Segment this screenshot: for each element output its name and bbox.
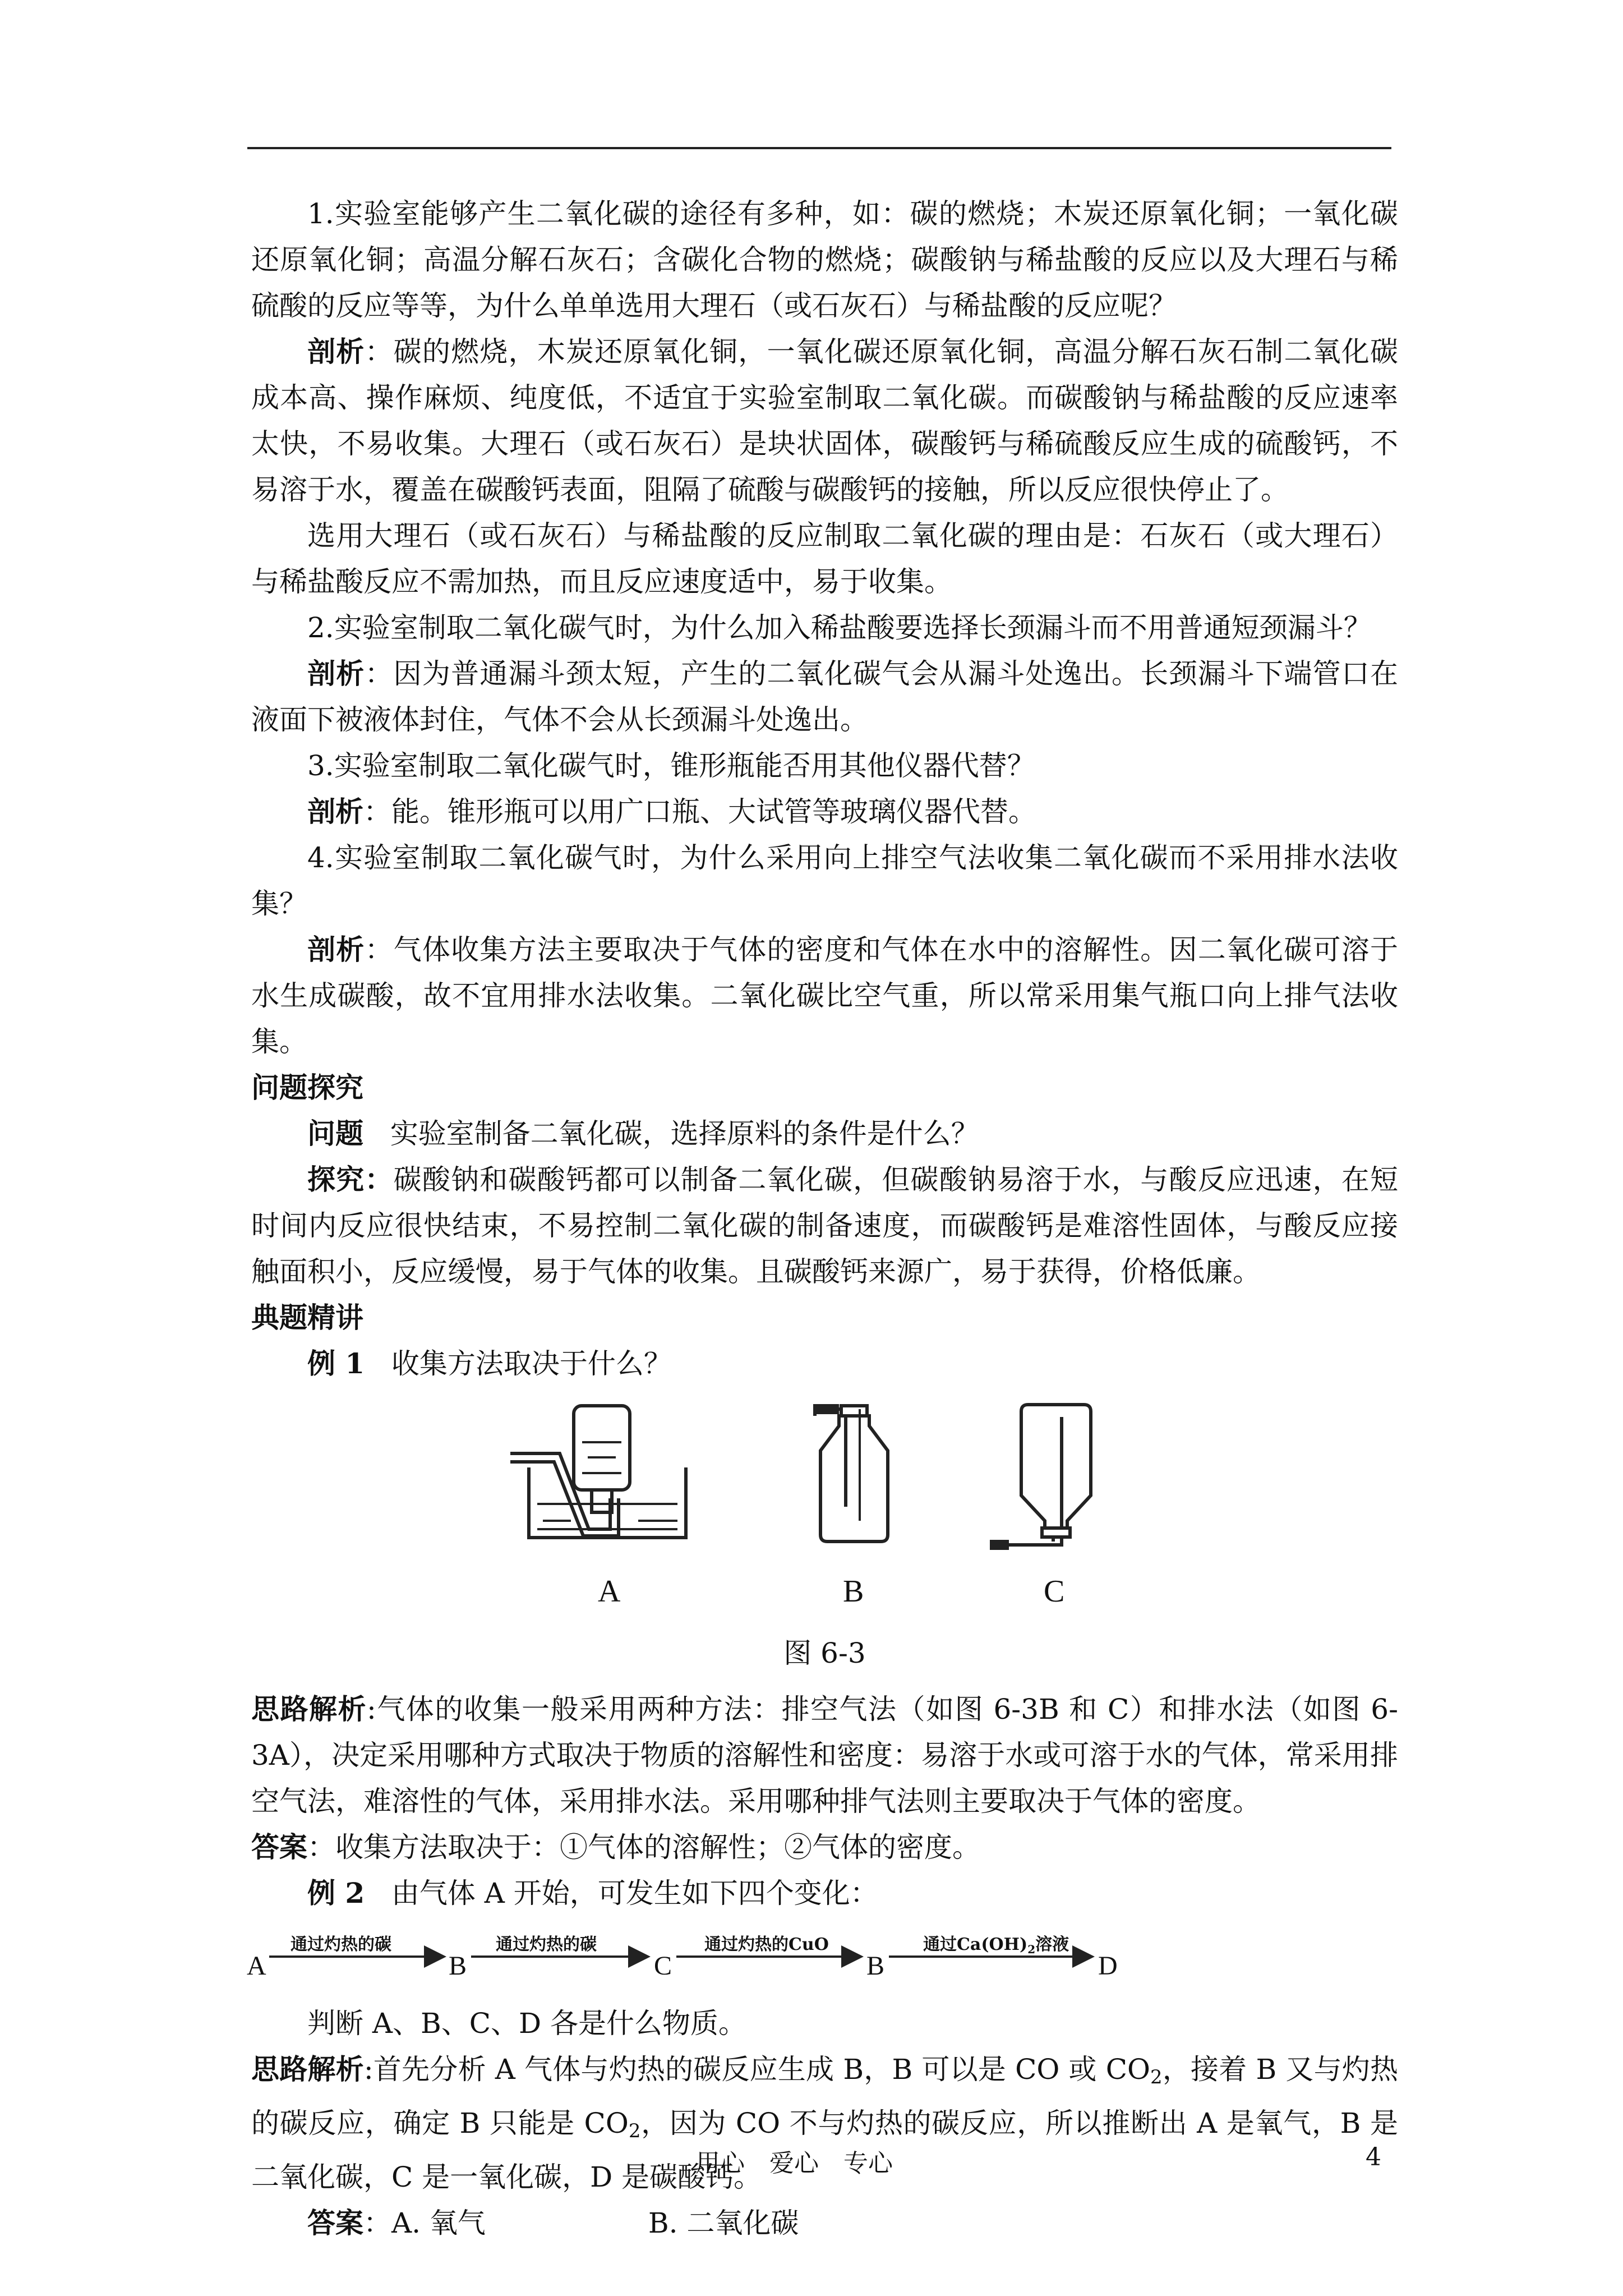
q1-analysis-text: ：碳的燃烧，木炭还原氧化铜，一氧化碳还原氧化铜，高温分解石灰石制二氧化碳成本高、操作麻烦、纯度低，不适宜于实验室制取二氧化碳。而碳酸钠与稀盐酸的反应速率太快，不易收集。大理石（或石灰石）是块状固体，碳酸钙与稀硫酸反应生成的硫酸钙，不易溶于水，覆盖在碳酸钙表面，阻隔了硫酸与碳酸钙的接触，所以反应很快停止了。: [251, 335, 1399, 506]
answer-a: ：A. 氧气: [363, 2207, 486, 2239]
q4-analysis: [251, 927, 1398, 1065]
example1-analysis: [251, 1686, 1398, 1824]
analysis-label: 思路解析: [251, 2053, 364, 2086]
chain-node-b2: B: [866, 1951, 885, 1981]
example2-answer: [251, 2200, 1398, 2246]
inquiry-question: [251, 1111, 1398, 1157]
apparatus-c: [992, 1405, 1091, 1548]
analysis-label: 思路解析: [251, 1692, 367, 1726]
analysis-label: 剖析: [307, 335, 365, 368]
answer-label: 答案: [251, 1830, 307, 1864]
arrow-label-1: 通过灼热的碳: [291, 1935, 391, 1954]
section-heading-examples: 典题精讲: [251, 1301, 363, 1334]
header-rule: [247, 147, 1391, 149]
q3-question: 3.实验室制取二氧化碳气时，锥形瓶能否用其他仪器代替？: [307, 749, 1035, 782]
chain-node-b1: B: [449, 1951, 467, 1981]
question-label: 问题: [307, 1117, 363, 1150]
q3-analysis-text: ：能。锥形瓶可以用广口瓶、大试管等玻璃仪器代替。: [363, 795, 1036, 828]
fig-label-c-text: C: [1044, 1574, 1065, 1609]
analysis-label: 剖析: [307, 795, 363, 828]
q4-question: 4.实验室制取二氧化碳气时，为什么采用向上排空气法收集二氧化碳而不采用排水法收集？: [251, 841, 1398, 920]
example2-label: 例 2: [307, 1876, 365, 1910]
example2-analysis-pre: :首先分析 A 气体与灼热的碳反应生成 B，B 可以是 CO 或 CO: [363, 2053, 1150, 2086]
arrow-label-4-text: 通过Ca(OH): [923, 1935, 1028, 1954]
fig-label-b-text: B: [843, 1574, 864, 1609]
footer-motto: 用心 爱心 专心: [695, 2149, 893, 2178]
figure-caption-block: [251, 1625, 1398, 1686]
co2-subscript-1: 2: [1150, 2066, 1163, 2088]
example1-question: [251, 1341, 1398, 1387]
example2-analysis-post: ，因为 CO 不与灼热的碳反应，所以推断出 A 是氧气，B 是二氧化碳，C 是一氧化碳，D 是碳酸钙。: [251, 2107, 1398, 2193]
q1-analysis: [251, 329, 1398, 513]
q2-question: 2.实验室制取二氧化碳气时，为什么加入稀盐酸要选择长颈漏斗而不用普通短颈漏斗？: [307, 611, 1372, 644]
example1-answer: [251, 1824, 1398, 1870]
chain-node-a: A: [247, 1951, 266, 1981]
section-heading-inquiry: 问题探究: [251, 1071, 363, 1104]
example1-answer-text: ：收集方法取决于：①气体的溶解性；②气体的密度。: [307, 1831, 980, 1864]
gas-collection-figure: [251, 1395, 1398, 1625]
chain-node-d: D: [1098, 1951, 1118, 1981]
inquiry-question-text: 实验室制备二氧化碳，选择原料的条件是什么？: [390, 1117, 979, 1150]
analysis-label: 剖析: [307, 933, 365, 966]
example2-prompt: 判断 A、B、C、D 各是什么物质。: [307, 2007, 746, 2040]
page-content: [247, 191, 1399, 2246]
inquiry-answer: [251, 1157, 1398, 1295]
example2-question: [251, 1870, 1398, 1916]
answer-b: B. 二氧化碳: [648, 2207, 799, 2239]
inquiry-answer-text: 碳酸钠和碳酸钙都可以制备二氧化碳，但碳酸钠易溶于水，与酸反应迅速，在短时间内反应很快结束，不易控制二氧化碳的制备速度，而碳酸钙是难溶性固体，与酸反应接触面积小，反应缓慢，易于气体的收集。且碳酸钙来源广，易于获得，价格低廉。: [251, 1163, 1399, 1288]
example2-question-text: 由气体 A 开始，可发生如下四个变化：: [391, 1877, 878, 1910]
q3-analysis: [251, 789, 1398, 835]
q2-analysis: [251, 651, 1398, 743]
arrow-label-4-tail: 溶液: [1035, 1935, 1069, 1954]
fig-label-a-text: A: [598, 1574, 621, 1609]
example1-label: 例 1: [307, 1347, 365, 1380]
figure-6-3: [251, 1395, 1398, 1625]
q1-question: 1.实验室能够产生二氧化碳的途径有多种，如：碳的燃烧；木炭还原氧化铜；一氧化碳还原氧化铜；高温分解石灰石；含碳化合物的燃烧；碳酸钠与稀盐酸的反应以及大理石与稀硫酸的反应等等，为什么单单选用大理石（或石灰石）与稀盐酸的反应呢？: [251, 197, 1398, 322]
example1-question-text: 收集方法取决于什么？: [391, 1347, 672, 1380]
analysis-label: 剖析: [307, 657, 365, 690]
arrow-label-2: 通过灼热的碳: [496, 1935, 597, 1954]
apparatus-b: [815, 1406, 888, 1542]
example2-analysis-mid: ，接着 B 又与灼热的碳反应，确定 B 只能是 CO: [251, 2053, 1399, 2139]
q2-analysis-text: ：因为普通漏斗颈太短，产生的二氧化碳气会从漏斗处逸出。长颈漏斗下端管口在液面下被液体封住，气体不会从长颈漏斗处逸出。: [251, 657, 1399, 736]
reaction-arrows: [251, 1922, 1398, 1989]
answer-label: 答案: [307, 2206, 363, 2239]
q4-analysis-text: ：气体收集方法主要取决于气体的密度和气体在水中的溶解性。因二氧化碳可溶于水生成碳酸，故不宜用排水法收集。二氧化碳比空气重，所以常采用集气瓶口向上排气法收集。: [251, 933, 1399, 1058]
co2-subscript-2: 2: [628, 2120, 641, 2142]
arrow-label-3: 通过灼热的CuO: [704, 1935, 829, 1954]
arrow-label-4-sub: 2: [1027, 1943, 1036, 1956]
apparatus-a: [510, 1406, 686, 1538]
chain-node-c: C: [654, 1951, 672, 1981]
reaction-chain: [247, 1922, 1398, 1989]
inquiry-label: 探究：: [307, 1163, 394, 1196]
figure-caption: 图 6-3: [783, 1637, 866, 1669]
q1-reason: 选用大理石（或石灰石）与稀盐酸的反应制取二氧化碳的理由是：石灰石（或大理石）与稀盐酸反应不需加热，而且反应速度适中，易于收集。: [251, 519, 1398, 598]
example1-analysis-text: :气体的收集一般采用两种方法：排空气法（如图 6-3B 和 C）和排水法（如图 6-3A），决定采用哪种方式取决于物质的溶解性和密度：易溶于水或可溶于水的气体，常采用排空气法，难溶性的气体，采用排水法。采用哪种排气法则主要取决于气体的密度。: [251, 1693, 1398, 1818]
page-number: 4: [1366, 2143, 1381, 2171]
